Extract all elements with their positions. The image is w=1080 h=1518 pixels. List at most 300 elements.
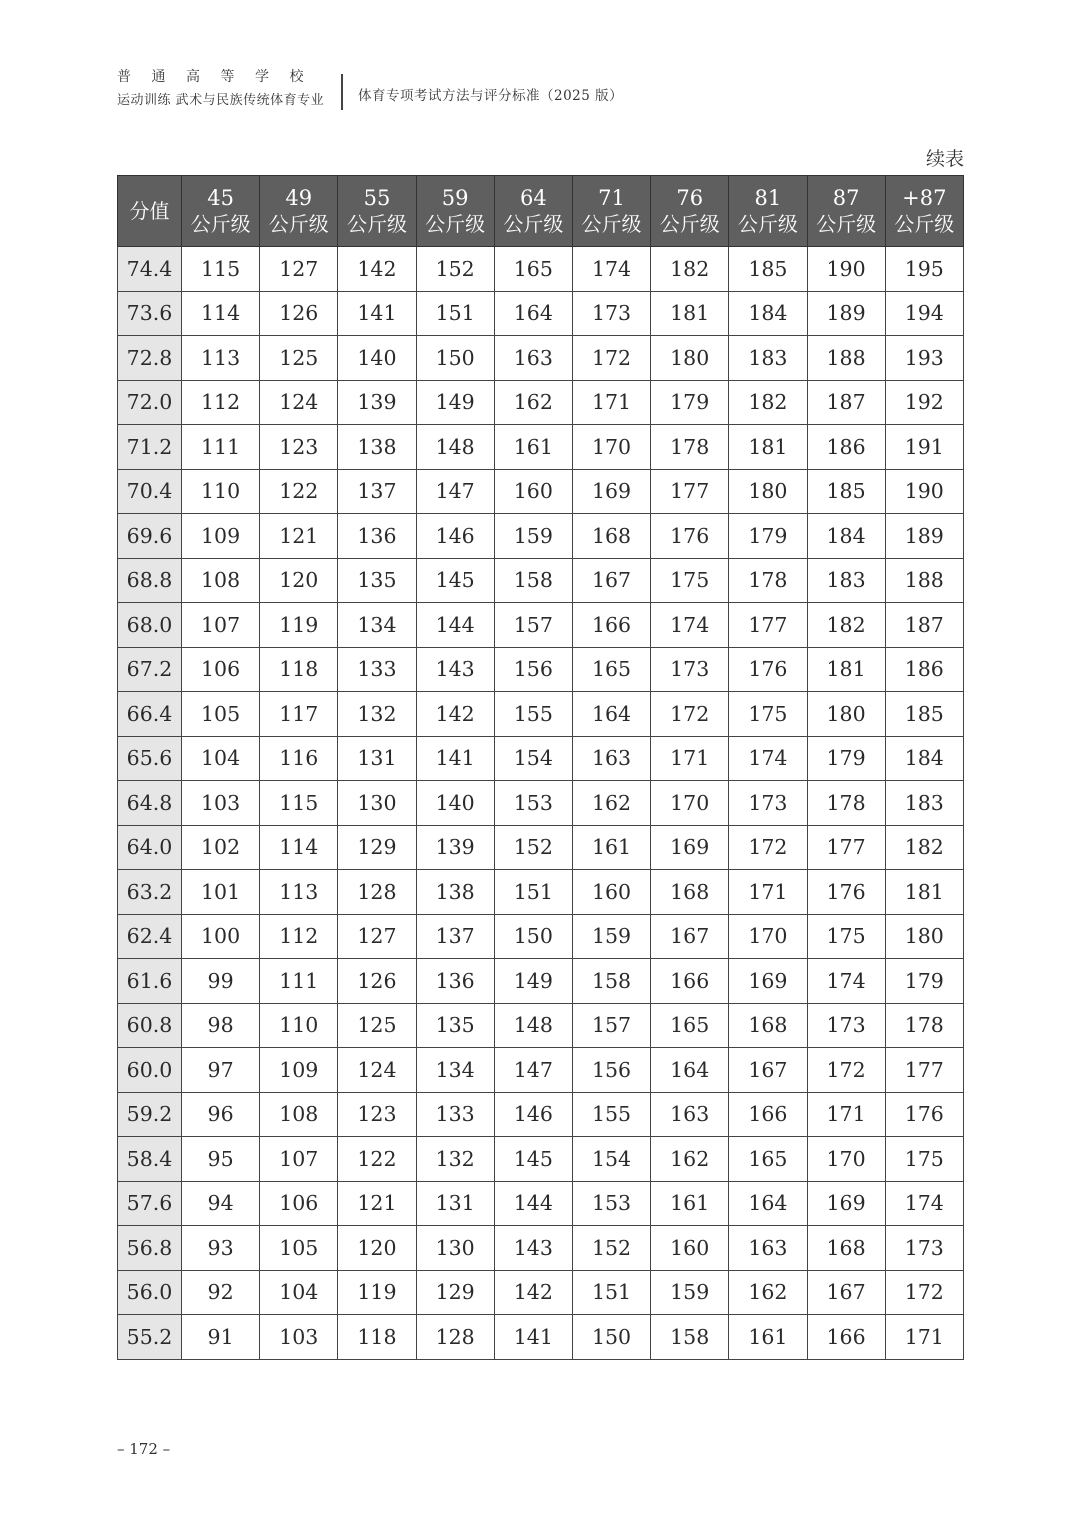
weight-value-cell: 165: [651, 1003, 729, 1048]
table-row: [118, 736, 964, 781]
weight-class-header: [572, 176, 650, 247]
score-cell: 67.2: [118, 647, 182, 692]
weight-value-cell: 152: [494, 825, 572, 870]
weight-value-cell: 180: [729, 469, 807, 514]
weight-value-cell: 182: [729, 380, 807, 425]
weight-value-cell: 133: [338, 647, 416, 692]
score-cell: 66.4: [118, 692, 182, 737]
weight-value-cell: 174: [729, 736, 807, 781]
weight-value-cell: 131: [338, 736, 416, 781]
weight-value-cell: 114: [182, 291, 260, 336]
weight-value-cell: 152: [572, 1226, 650, 1271]
weight-value-cell: 190: [885, 469, 963, 514]
weight-value-cell: 150: [572, 1315, 650, 1360]
weight-value-cell: 141: [416, 736, 494, 781]
weight-value-cell: 156: [572, 1048, 650, 1093]
weight-class-value: 71: [598, 186, 625, 210]
score-cell: 73.6: [118, 291, 182, 336]
score-cell: 68.0: [118, 603, 182, 648]
weight-value-cell: 99: [182, 959, 260, 1004]
weight-class-value: +87: [902, 186, 947, 210]
weight-value-cell: 142: [494, 1270, 572, 1315]
weight-value-cell: 113: [260, 870, 338, 915]
weight-value-cell: 161: [729, 1315, 807, 1360]
weight-value-cell: 170: [572, 425, 650, 470]
weight-value-cell: 163: [651, 1092, 729, 1137]
table-row: [118, 870, 964, 915]
major-label: 运动训练 武术与民族传统体育专业: [117, 93, 325, 108]
weight-value-cell: 177: [651, 469, 729, 514]
weight-value-cell: 129: [338, 825, 416, 870]
weight-value-cell: 112: [182, 380, 260, 425]
table-row: [118, 825, 964, 870]
weight-value-cell: 91: [182, 1315, 260, 1360]
weight-value-cell: 146: [416, 514, 494, 559]
weight-value-cell: 138: [416, 870, 494, 915]
weight-value-cell: 187: [885, 603, 963, 648]
weight-class-header: [338, 176, 416, 247]
weight-value-cell: 167: [729, 1048, 807, 1093]
weight-value-cell: 141: [494, 1315, 572, 1360]
weight-value-cell: 169: [651, 825, 729, 870]
weight-value-cell: 179: [807, 736, 885, 781]
weight-value-cell: 106: [260, 1181, 338, 1226]
weight-value-cell: 114: [260, 825, 338, 870]
table-row: [118, 380, 964, 425]
weight-class-unit: 公斤级: [190, 212, 251, 236]
weight-value-cell: 158: [572, 959, 650, 1004]
weight-class-value: 45: [207, 186, 234, 210]
weight-value-cell: 162: [572, 781, 650, 826]
weight-value-cell: 165: [729, 1137, 807, 1182]
score-cell: 55.2: [118, 1315, 182, 1360]
weight-value-cell: 155: [572, 1092, 650, 1137]
weight-value-cell: 173: [885, 1226, 963, 1271]
weight-value-cell: 161: [572, 825, 650, 870]
score-cell: 56.8: [118, 1226, 182, 1271]
weight-value-cell: 174: [885, 1181, 963, 1226]
table-body: [118, 247, 964, 1360]
score-cell: 69.6: [118, 514, 182, 559]
weight-value-cell: 169: [729, 959, 807, 1004]
weight-value-cell: 163: [729, 1226, 807, 1271]
weight-value-cell: 144: [416, 603, 494, 648]
weight-value-cell: 141: [338, 291, 416, 336]
table-row: [118, 1003, 964, 1048]
table-row: [118, 336, 964, 381]
weight-value-cell: 102: [182, 825, 260, 870]
weight-value-cell: 149: [416, 380, 494, 425]
table-row: [118, 603, 964, 648]
weight-value-cell: 133: [416, 1092, 494, 1137]
weight-value-cell: 125: [260, 336, 338, 381]
weight-value-cell: 136: [338, 514, 416, 559]
weight-value-cell: 165: [494, 247, 572, 292]
document-title: 体育专项考试方法与评分标准（2025 版）: [358, 88, 624, 104]
weight-value-cell: 184: [807, 514, 885, 559]
weight-value-cell: 142: [338, 247, 416, 292]
weight-value-cell: 190: [807, 247, 885, 292]
weight-value-cell: 167: [572, 558, 650, 603]
weight-value-cell: 143: [416, 647, 494, 692]
weight-value-cell: 164: [729, 1181, 807, 1226]
weight-value-cell: 138: [338, 425, 416, 470]
weight-value-cell: 164: [651, 1048, 729, 1093]
score-cell: 74.4: [118, 247, 182, 292]
weight-value-cell: 147: [416, 469, 494, 514]
weight-value-cell: 172: [807, 1048, 885, 1093]
weight-value-cell: 175: [729, 692, 807, 737]
table-row: [118, 1092, 964, 1137]
table-row: [118, 1048, 964, 1093]
weight-value-cell: 134: [416, 1048, 494, 1093]
weight-value-cell: 182: [807, 603, 885, 648]
weight-class-value: 81: [754, 186, 782, 210]
weight-value-cell: 182: [885, 825, 963, 870]
weight-value-cell: 174: [807, 959, 885, 1004]
weight-value-cell: 180: [807, 692, 885, 737]
weight-value-cell: 181: [807, 647, 885, 692]
weight-value-cell: 183: [807, 558, 885, 603]
weight-value-cell: 145: [416, 558, 494, 603]
weight-value-cell: 95: [182, 1137, 260, 1182]
score-cell: 58.4: [118, 1137, 182, 1182]
weight-value-cell: 173: [807, 1003, 885, 1048]
weight-value-cell: 117: [260, 692, 338, 737]
weight-value-cell: 172: [729, 825, 807, 870]
weight-value-cell: 168: [651, 870, 729, 915]
weight-value-cell: 155: [494, 692, 572, 737]
weight-value-cell: 183: [729, 336, 807, 381]
weight-value-cell: 171: [651, 736, 729, 781]
weight-value-cell: 124: [260, 380, 338, 425]
score-cell: 70.4: [118, 469, 182, 514]
weight-value-cell: 166: [651, 959, 729, 1004]
weight-value-cell: 184: [885, 736, 963, 781]
weight-value-cell: 120: [260, 558, 338, 603]
table-header-row: [118, 176, 964, 247]
weight-value-cell: 187: [807, 380, 885, 425]
weight-value-cell: 97: [182, 1048, 260, 1093]
weight-value-cell: 135: [338, 558, 416, 603]
weight-value-cell: 172: [885, 1270, 963, 1315]
weight-value-cell: 145: [494, 1137, 572, 1182]
weight-value-cell: 170: [807, 1137, 885, 1182]
weight-value-cell: 131: [416, 1181, 494, 1226]
weight-value-cell: 157: [572, 1003, 650, 1048]
score-cell: 63.2: [118, 870, 182, 915]
weight-value-cell: 166: [572, 603, 650, 648]
score-cell: 71.2: [118, 425, 182, 470]
weight-value-cell: 126: [338, 959, 416, 1004]
table-row: [118, 1270, 964, 1315]
table-row: [118, 425, 964, 470]
weight-value-cell: 186: [807, 425, 885, 470]
score-cell: 64.8: [118, 781, 182, 826]
table-row: [118, 914, 964, 959]
weight-value-cell: 94: [182, 1181, 260, 1226]
weight-class-unit: 公斤级: [581, 212, 642, 236]
table-row: [118, 647, 964, 692]
weight-value-cell: 118: [260, 647, 338, 692]
weight-value-cell: 160: [572, 870, 650, 915]
weight-value-cell: 179: [651, 380, 729, 425]
weight-value-cell: 180: [885, 914, 963, 959]
table-row: [118, 558, 964, 603]
weight-value-cell: 154: [494, 736, 572, 781]
weight-value-cell: 177: [807, 825, 885, 870]
weight-value-cell: 154: [572, 1137, 650, 1182]
weight-value-cell: 179: [885, 959, 963, 1004]
weight-class-header: [182, 176, 260, 247]
weight-value-cell: 142: [416, 692, 494, 737]
weight-class-value: 76: [676, 186, 704, 210]
score-cell: 65.6: [118, 736, 182, 781]
weight-value-cell: 111: [260, 959, 338, 1004]
weight-value-cell: 169: [572, 469, 650, 514]
weight-class-unit: 公斤级: [346, 212, 407, 236]
weight-value-cell: 108: [182, 558, 260, 603]
weight-class-unit: 公斤级: [425, 212, 486, 236]
weight-value-cell: 127: [260, 247, 338, 292]
weight-value-cell: 151: [494, 870, 572, 915]
weight-value-cell: 115: [182, 247, 260, 292]
weight-value-cell: 172: [651, 692, 729, 737]
weight-class-value: 59: [441, 186, 469, 210]
weight-value-cell: 124: [338, 1048, 416, 1093]
weight-value-cell: 158: [494, 558, 572, 603]
score-column-header: 分值: [118, 176, 182, 247]
weight-value-cell: 189: [807, 291, 885, 336]
weight-value-cell: 109: [182, 514, 260, 559]
weight-value-cell: 181: [651, 291, 729, 336]
table-row: [118, 291, 964, 336]
weight-value-cell: 158: [651, 1315, 729, 1360]
weight-value-cell: 175: [807, 914, 885, 959]
weight-value-cell: 173: [572, 291, 650, 336]
weight-class-unit: 公斤级: [659, 212, 720, 236]
weight-value-cell: 92: [182, 1270, 260, 1315]
table-row: [118, 959, 964, 1004]
score-cell: 72.0: [118, 380, 182, 425]
weight-value-cell: 170: [651, 781, 729, 826]
weight-value-cell: 137: [416, 914, 494, 959]
weight-value-cell: 104: [260, 1270, 338, 1315]
table-row: [118, 781, 964, 826]
page-number: – 172 –: [117, 1440, 171, 1458]
weight-value-cell: 161: [494, 425, 572, 470]
weight-value-cell: 180: [651, 336, 729, 381]
weight-value-cell: 166: [807, 1315, 885, 1360]
weight-value-cell: 173: [651, 647, 729, 692]
weight-value-cell: 159: [651, 1270, 729, 1315]
score-cell: 57.6: [118, 1181, 182, 1226]
weight-value-cell: 136: [416, 959, 494, 1004]
weight-value-cell: 193: [885, 336, 963, 381]
weight-value-cell: 139: [338, 380, 416, 425]
weight-value-cell: 182: [651, 247, 729, 292]
weight-value-cell: 121: [260, 514, 338, 559]
weight-value-cell: 116: [260, 736, 338, 781]
weight-value-cell: 168: [807, 1226, 885, 1271]
weight-value-cell: 173: [729, 781, 807, 826]
weight-class-header: [807, 176, 885, 247]
weight-value-cell: 125: [338, 1003, 416, 1048]
weight-value-cell: 152: [416, 247, 494, 292]
weight-value-cell: 115: [260, 781, 338, 826]
weight-value-cell: 150: [416, 336, 494, 381]
weight-class-unit: 公斤级: [894, 212, 955, 236]
weight-class-header: [651, 176, 729, 247]
weight-value-cell: 162: [729, 1270, 807, 1315]
weight-class-header: [260, 176, 338, 247]
weight-value-cell: 159: [494, 514, 572, 559]
weight-value-cell: 156: [494, 647, 572, 692]
weight-value-cell: 106: [182, 647, 260, 692]
weight-value-cell: 176: [729, 647, 807, 692]
weight-value-cell: 105: [260, 1226, 338, 1271]
weight-value-cell: 153: [572, 1181, 650, 1226]
weight-value-cell: 120: [338, 1226, 416, 1271]
weight-value-cell: 123: [338, 1092, 416, 1137]
weight-value-cell: 123: [260, 425, 338, 470]
score-cell: 62.4: [118, 914, 182, 959]
weight-value-cell: 171: [572, 380, 650, 425]
weight-value-cell: 171: [729, 870, 807, 915]
weight-value-cell: 105: [182, 692, 260, 737]
weight-value-cell: 163: [572, 736, 650, 781]
weight-class-value: 49: [285, 186, 313, 210]
weight-value-cell: 175: [885, 1137, 963, 1182]
weight-value-cell: 149: [494, 959, 572, 1004]
weight-value-cell: 194: [885, 291, 963, 336]
weight-value-cell: 144: [494, 1181, 572, 1226]
score-cell: 68.8: [118, 558, 182, 603]
weight-value-cell: 178: [807, 781, 885, 826]
weight-value-cell: 160: [651, 1226, 729, 1271]
weight-value-cell: 179: [729, 514, 807, 559]
weight-value-cell: 178: [729, 558, 807, 603]
table-row: [118, 1315, 964, 1360]
weight-value-cell: 159: [572, 914, 650, 959]
weight-value-cell: 157: [494, 603, 572, 648]
weight-value-cell: 176: [651, 514, 729, 559]
weight-value-cell: 185: [807, 469, 885, 514]
weight-value-cell: 151: [416, 291, 494, 336]
weight-value-cell: 176: [807, 870, 885, 915]
weight-value-cell: 176: [885, 1092, 963, 1137]
weight-class-header: [416, 176, 494, 247]
weight-value-cell: 164: [494, 291, 572, 336]
score-cell: 60.8: [118, 1003, 182, 1048]
weight-class-unit: 公斤级: [268, 212, 329, 236]
weight-class-value: 87: [832, 186, 860, 210]
weight-value-cell: 167: [651, 914, 729, 959]
weight-value-cell: 185: [729, 247, 807, 292]
weight-value-cell: 162: [494, 380, 572, 425]
table-row: [118, 1226, 964, 1271]
weight-value-cell: 178: [885, 1003, 963, 1048]
score-cell: 59.2: [118, 1092, 182, 1137]
weight-value-cell: 119: [260, 603, 338, 648]
weight-value-cell: 130: [338, 781, 416, 826]
weight-value-cell: 153: [494, 781, 572, 826]
continued-table-label: 续表: [925, 148, 964, 170]
weight-value-cell: 184: [729, 291, 807, 336]
weight-value-cell: 169: [807, 1181, 885, 1226]
weight-value-cell: 135: [416, 1003, 494, 1048]
weight-value-cell: 122: [260, 469, 338, 514]
weight-class-unit: 公斤级: [737, 212, 798, 236]
weight-value-cell: 113: [182, 336, 260, 381]
weight-value-cell: 121: [338, 1181, 416, 1226]
weight-value-cell: 93: [182, 1226, 260, 1271]
weight-value-cell: 130: [416, 1226, 494, 1271]
weight-value-cell: 146: [494, 1092, 572, 1137]
weight-value-cell: 108: [260, 1092, 338, 1137]
weight-value-cell: 147: [494, 1048, 572, 1093]
weight-value-cell: 128: [416, 1315, 494, 1360]
weight-value-cell: 150: [494, 914, 572, 959]
weight-value-cell: 181: [729, 425, 807, 470]
weight-value-cell: 140: [338, 336, 416, 381]
weight-class-unit: 公斤级: [503, 212, 564, 236]
weight-value-cell: 160: [494, 469, 572, 514]
score-cell: 60.0: [118, 1048, 182, 1093]
weight-class-header: [494, 176, 572, 247]
weight-value-cell: 132: [338, 692, 416, 737]
table-row: [118, 1137, 964, 1182]
weight-value-cell: 188: [807, 336, 885, 381]
weight-value-cell: 168: [572, 514, 650, 559]
weight-value-cell: 185: [885, 692, 963, 737]
weight-value-cell: 195: [885, 247, 963, 292]
school-label: 普通高等学校: [117, 69, 324, 85]
weight-value-cell: 129: [416, 1270, 494, 1315]
score-cell: 72.8: [118, 336, 182, 381]
weight-value-cell: 111: [182, 425, 260, 470]
weight-value-cell: 107: [260, 1137, 338, 1182]
weight-value-cell: 127: [338, 914, 416, 959]
weight-value-cell: 191: [885, 425, 963, 470]
weight-value-cell: 164: [572, 692, 650, 737]
weight-value-cell: 112: [260, 914, 338, 959]
weight-value-cell: 177: [729, 603, 807, 648]
weight-value-cell: 137: [338, 469, 416, 514]
weight-value-cell: 103: [260, 1315, 338, 1360]
header-divider: [341, 74, 343, 110]
weight-class-header: [885, 176, 963, 247]
weight-value-cell: 188: [885, 558, 963, 603]
weight-value-cell: 151: [572, 1270, 650, 1315]
weight-value-cell: 170: [729, 914, 807, 959]
weight-value-cell: 122: [338, 1137, 416, 1182]
weight-value-cell: 163: [494, 336, 572, 381]
weight-value-cell: 96: [182, 1092, 260, 1137]
weight-value-cell: 174: [572, 247, 650, 292]
weight-value-cell: 165: [572, 647, 650, 692]
weight-value-cell: 148: [416, 425, 494, 470]
weight-value-cell: 183: [885, 781, 963, 826]
weight-value-cell: 128: [338, 870, 416, 915]
weight-value-cell: 186: [885, 647, 963, 692]
table-row: [118, 247, 964, 292]
table-row: [118, 1181, 964, 1226]
weight-value-cell: 172: [572, 336, 650, 381]
table-row: [118, 469, 964, 514]
weight-value-cell: 109: [260, 1048, 338, 1093]
score-cell: 64.0: [118, 825, 182, 870]
